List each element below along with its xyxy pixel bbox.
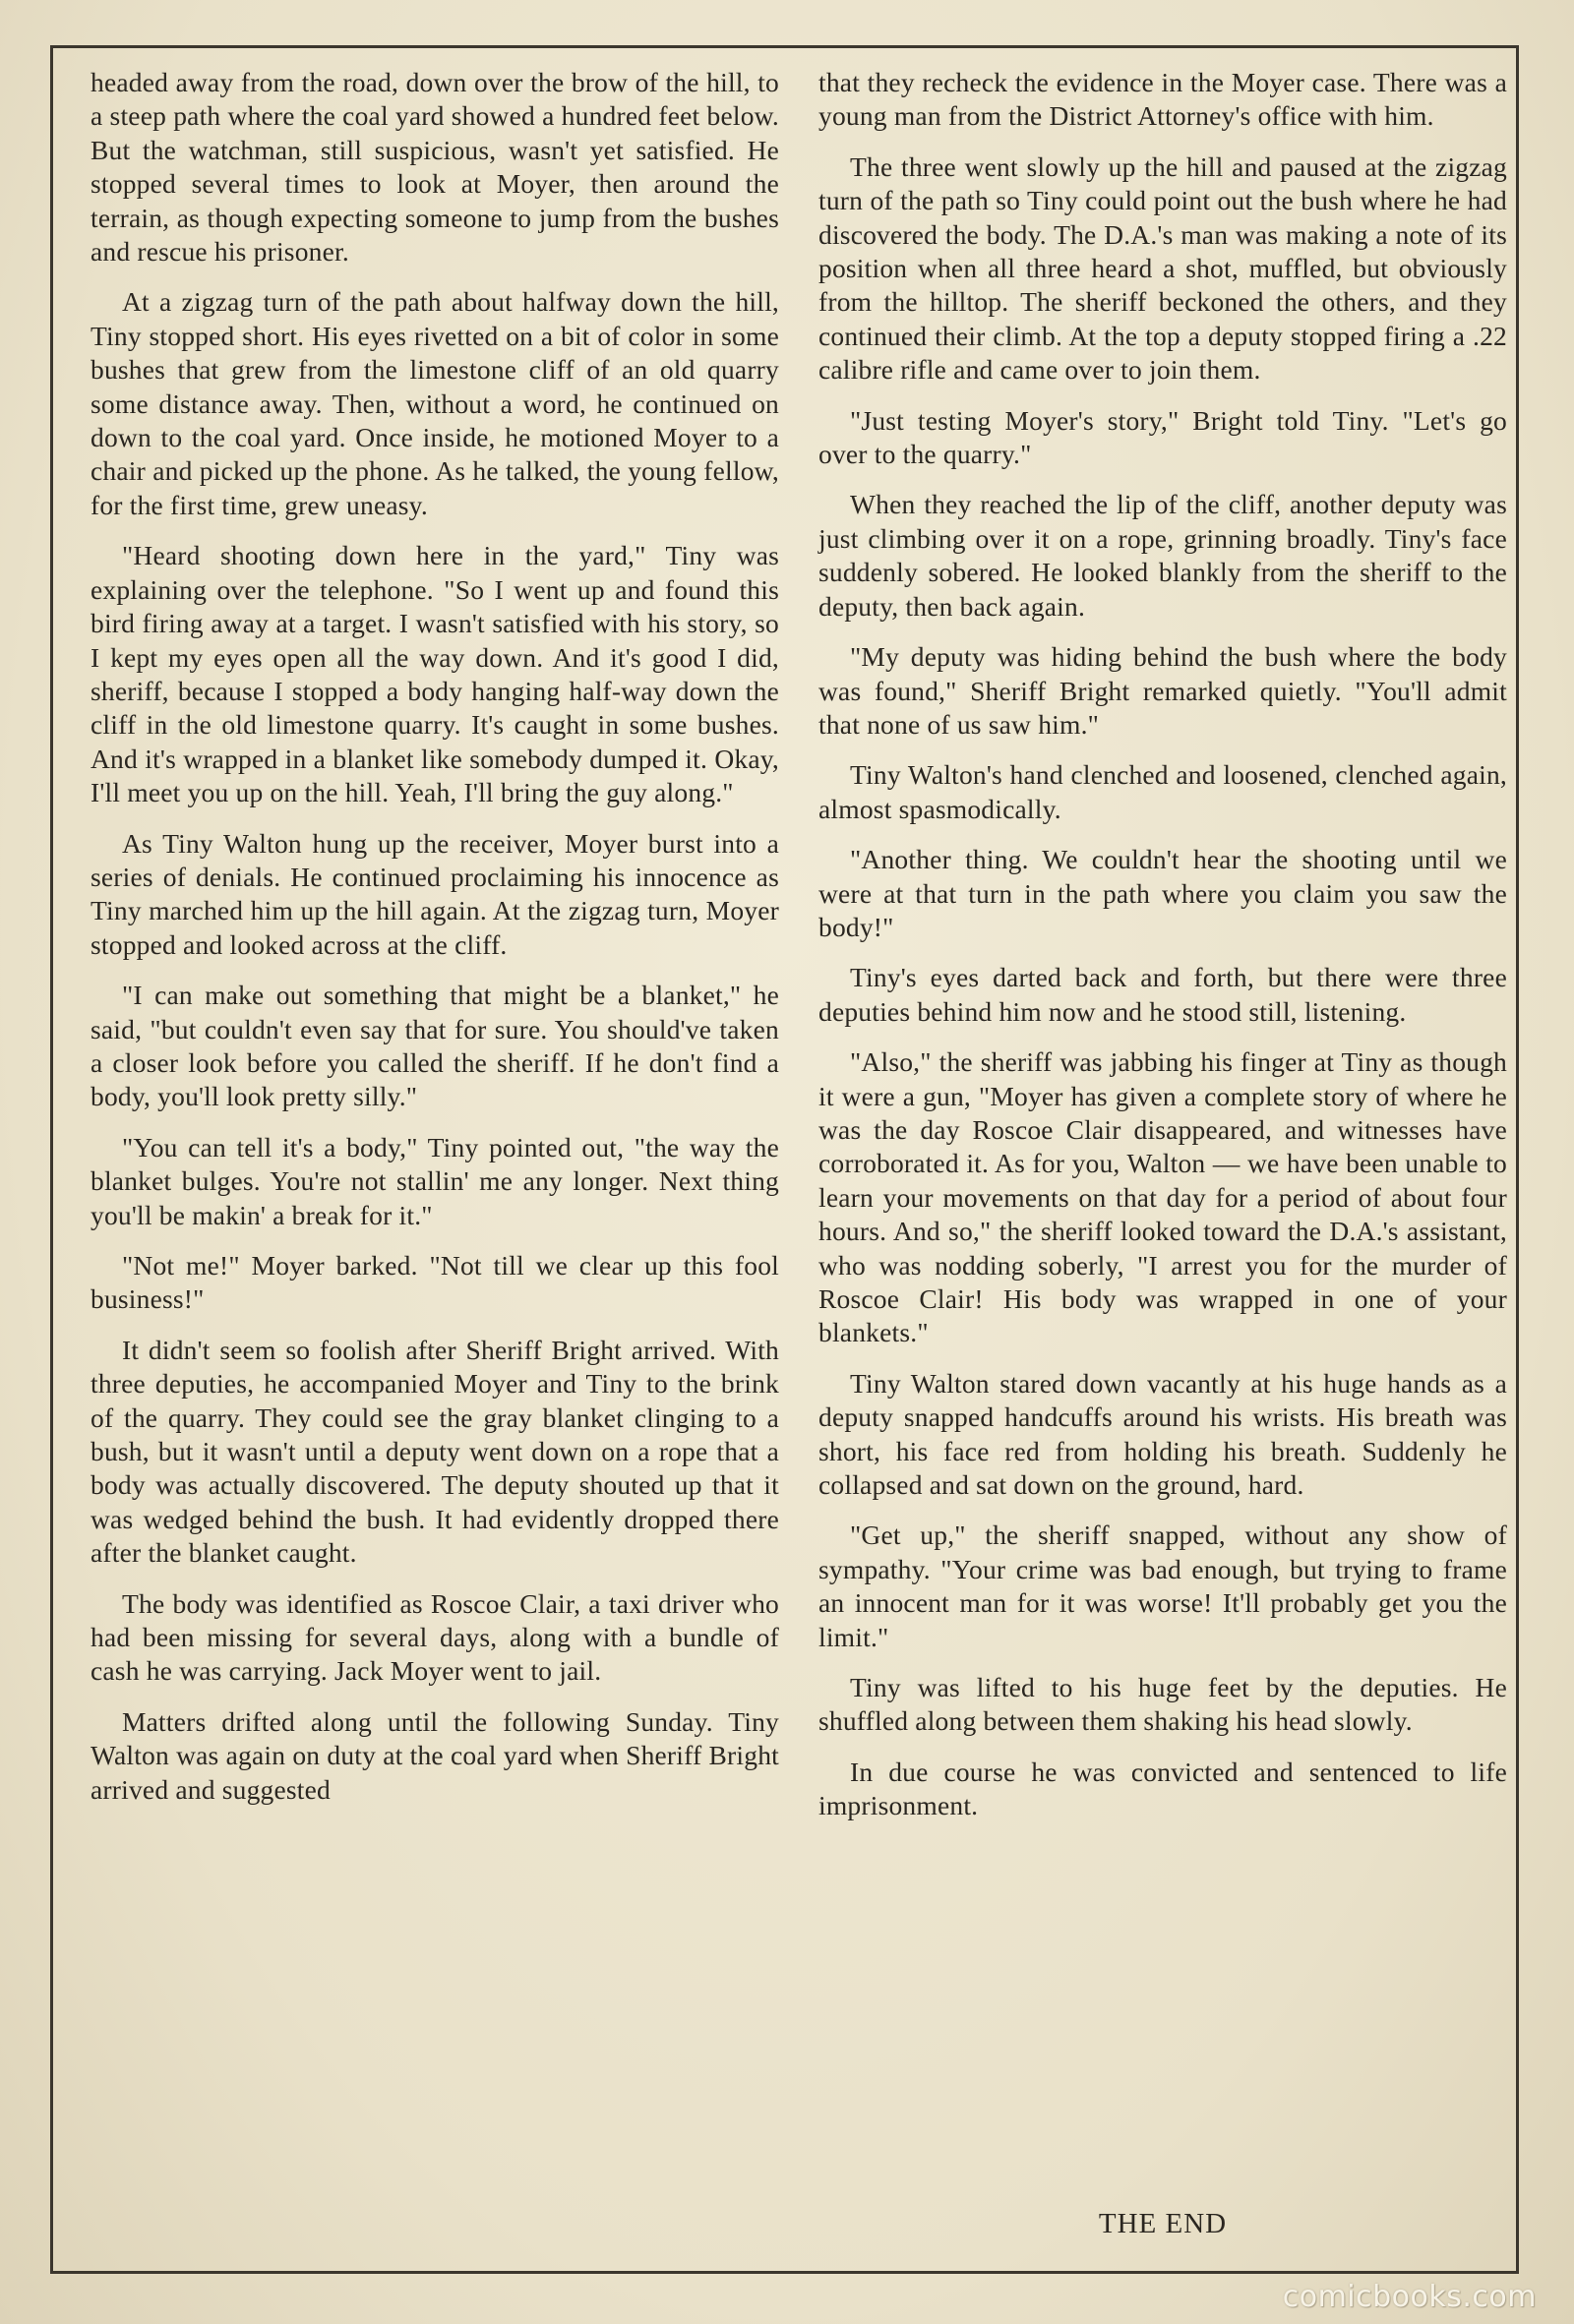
paragraph: "Also," the sheriff was jabbing his finger at Tiny as though it were a gun, "Moyer has given a complete story of where he was the day Roscoe Clair disappeared, and witnesses have corroborated it. As for you, Walton — we have been unable to learn your movements on that day for a period of about four hours. And so," the sheriff looked toward the D.A.'s assistant, who was nodding soberly, "I arrest you for the murder of Roscoe Clair! His body was wrapped in one of your blankets."	[818, 1046, 1507, 1348]
paragraph: At a zigzag turn of the path about halfway down the hill, Tiny stopped short. His eyes rivetted on a bit of color in some bushes that grew from the limestone cliff of an old quarry some distance away. Then, without a word, he continued on down to the coal yard. Once inside, he motioned Moyer to a chair and picked up the phone. As he talked, the young fellow, for the first time, grew uneasy.	[91, 286, 779, 520]
paragraph: It didn't seem so foolish after Sheriff Bright arrived. With three deputies, he accompanied Moyer and Tiny to the brink of the quarry. They could see the gray blanket clinging to a bush, but it wasn't until a deputy went down on a rope that a body was actually discovered. The deputy shouted up that it was wedged behind the bush. It had evidently dropped there after the blanket caught.	[91, 1334, 779, 1569]
paragraph: Tiny's eyes darted back and forth, but there were three deputies behind him now and he stood still, listening.	[818, 962, 1507, 1027]
paragraph: Tiny Walton's hand clenched and loosened, clenched again, almost spasmodically.	[818, 759, 1507, 824]
paragraph: "Just testing Moyer's story," Bright told Tiny. "Let's go over to the quarry."	[818, 404, 1507, 470]
the-end-label: THE END	[1098, 2208, 1228, 2239]
paragraph: "Heard shooting down here in the yard," Tiny was explaining over the telephone. "So I went up and found this bird firing away at a target. I wasn't satisfied with his story, so I kept my eyes open all the way down. And it's good I did, sheriff, because I stopped a body hanging half-way down the cliff in the old limestone quarry. It's caught in some bushes. And it's wrapped in a blanket like somebody dumped it. Okay, I'll meet you up on the hill. Yeah, I'll bring the guy along."	[91, 540, 779, 808]
site-watermark: comicbooks.com	[1282, 2280, 1537, 2314]
paragraph: "Another thing. We couldn't hear the shooting until we were at that turn in the path where you claim you saw the body!"	[818, 844, 1507, 942]
paragraph: Tiny Walton stared down vacantly at his huge hands as a deputy snapped handcuffs around his wrists. His breath was short, his face red from holding his breath. Suddenly he collapsed and sat down on the ground, hard.	[818, 1367, 1507, 1501]
paragraph: "Not me!" Moyer barked. "Not till we clear up this fool business!"	[91, 1250, 779, 1315]
paragraph: Matters drifted along until the following Sunday. Tiny Walton was again on duty at the coal yard when Sheriff Bright arrived and suggested	[91, 1705, 779, 1805]
paragraph: The three went slowly up the hill and paused at the zigzag turn of the path so Tiny could point out the bush where he had discovered the body. The D.A.'s man was making a note of its position when all three heard a shot, muffled, but obviously from the hilltop. The sheriff beckoned the others, and they continued their climb. At the top a deputy stopped firing a .22 calibre rifle and came over to join them.	[818, 150, 1507, 386]
left-column	[91, 66, 779, 1823]
paragraph: Tiny was lifted to his huge feet by the deputies. He shuffled along between them shaking his head slowly.	[818, 1672, 1507, 1737]
paragraph: "You can tell it's a body," Tiny pointed out, "the way the blanket bulges. You're not stallin' me any longer. Next thing you'll be makin' a break for it."	[91, 1131, 779, 1230]
paragraph: "I can make out something that might be a blanket," he said, "but couldn't even say that for sure. You should've taken a closer look before you called the sheriff. If he don't find a body, you'll look pretty silly."	[91, 980, 779, 1112]
paragraph: As Tiny Walton hung up the receiver, Moyer burst into a series of denials. He continued proclaiming his innocence as Tiny marched him up the hill again. At the zigzag turn, Moyer stopped and looked across at the cliff.	[91, 827, 779, 960]
paragraph: "Get up," the sheriff snapped, without any show of sympathy. "Your crime was bad enough, but trying to frame an innocent man for it was worse! It'll probably get you the limit."	[818, 1520, 1507, 1652]
paragraph: that they recheck the evidence in the Moyer case. There was a young man from the District Attorney's office with him.	[818, 67, 1507, 132]
paragraph: headed away from the road, down over the brow of the hill, to a steep path where the coal yard showed a hundred feet below. But the watchman, still suspicious, wasn't yet satisfied. He stopped several times to look at Moyer, then around the terrain, as though expecting someone to jump from the bushes and rescue his prisoner.	[91, 67, 779, 268]
paragraph: When they reached the lip of the cliff, another deputy was just climbing over it on a rope, grinning broadly. Tiny's face suddenly sobered. He looked blankly from the sheriff to the deputy, then back again.	[818, 489, 1507, 622]
paragraph: In due course he was convicted and sentenced to life imprisonment.	[818, 1756, 1507, 1821]
text-frame	[50, 45, 1519, 2274]
right-column	[818, 66, 1507, 1840]
paragraph: The body was identified as Roscoe Clair, a taxi driver who had been missing for several days, along with a bundle of cash he was carrying. Jack Moyer went to jail.	[91, 1587, 779, 1687]
paragraph: "My deputy was hiding behind the bush where the body was found," Sheriff Bright remarked quietly. "You'll admit that none of us saw him."	[818, 641, 1507, 740]
